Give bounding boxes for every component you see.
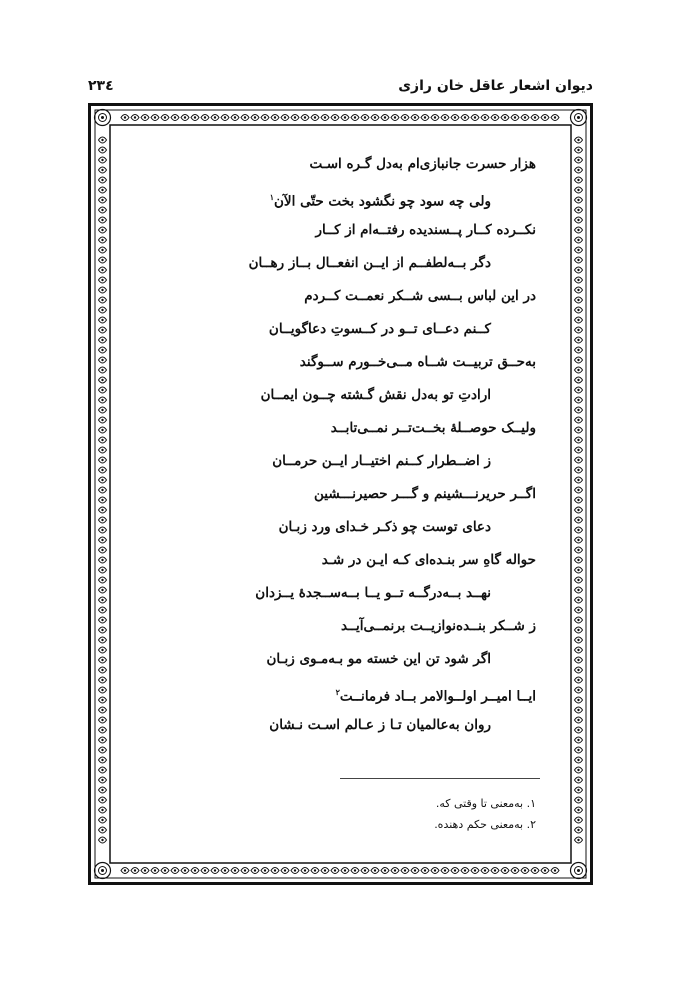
verse-line: اگر شود تن این خسته مو بـه‌مـوی زبـان xyxy=(266,651,491,667)
footnote-mark: ۱ xyxy=(269,192,274,202)
footnote: ۱. به‌معنی تا وقتی که. xyxy=(435,797,536,810)
ornamental-frame xyxy=(88,103,593,885)
verse-line: حواله گاهِ سر بنـده‌ای کـه ایـن در شـد xyxy=(321,552,536,568)
verse-line: هزار حسرت جانبازی‌ام به‌دل گـره اسـت xyxy=(309,156,536,172)
verse-line: ز اضــطرار کــنم اختیــار ایــن حرمــان xyxy=(272,453,491,469)
verse-line: در این لباس بــسی شــکر نعمــت کــردم xyxy=(304,288,536,304)
footnote-mark: ۲ xyxy=(335,687,340,697)
verse-line: کــنم دعــای تــو در کــسوتِ دعاگویــان xyxy=(268,321,491,337)
page-number: ۲۳٤ xyxy=(88,78,114,94)
verse-line: ایــا امیــر اولــوالامر بــاد فرمانــت$^۲$ xyxy=(335,687,536,705)
verse-line: ارادتِ تو به‌دل نقش گـشته چــون ایمــان xyxy=(260,387,491,403)
border-ornament-icon xyxy=(91,106,590,882)
verse-line: ولیــک حوصــلۀ بخــت‌تــر نمــی‌تابــد xyxy=(330,420,536,436)
running-header xyxy=(88,78,593,100)
verse-line: ولی چه سود چو نگشود بخت حتّی الآن$^۱$ xyxy=(269,192,491,210)
verse-line: نکــرده کــار پــسندیده رفتــه‌ام از کــار xyxy=(315,222,536,238)
footnote: ۲. به‌معنی حکم دهنده. xyxy=(434,818,536,831)
verse-line: روان به‌عالمیان تـا ز عـالم اسـت نـشان xyxy=(269,717,491,733)
verse-line: نهــد بــه‌درگــه تــو یــا بــه‌ســجدۀ یــزدان xyxy=(255,585,491,601)
verse-line: دگر بــه‌لطفــم از ایــن انفعــال بــاز رهــان xyxy=(248,255,491,271)
book-title: دیوان اشعار عاقل خان رازی xyxy=(398,78,593,94)
verse-line: دعای توست چو ذکـر خـدای ورد زبـان xyxy=(278,519,491,535)
verse-line: ز شــکر بنــده‌نوازیــت برنمــی‌آیــد xyxy=(340,618,536,634)
verse-line: اگــر حریرنـــشینم و گـــر حصیرنـــشین xyxy=(314,486,536,502)
verse-line: به‌حــق تربیــت شــاه مــی‌خــورم ســوگند xyxy=(299,354,536,370)
